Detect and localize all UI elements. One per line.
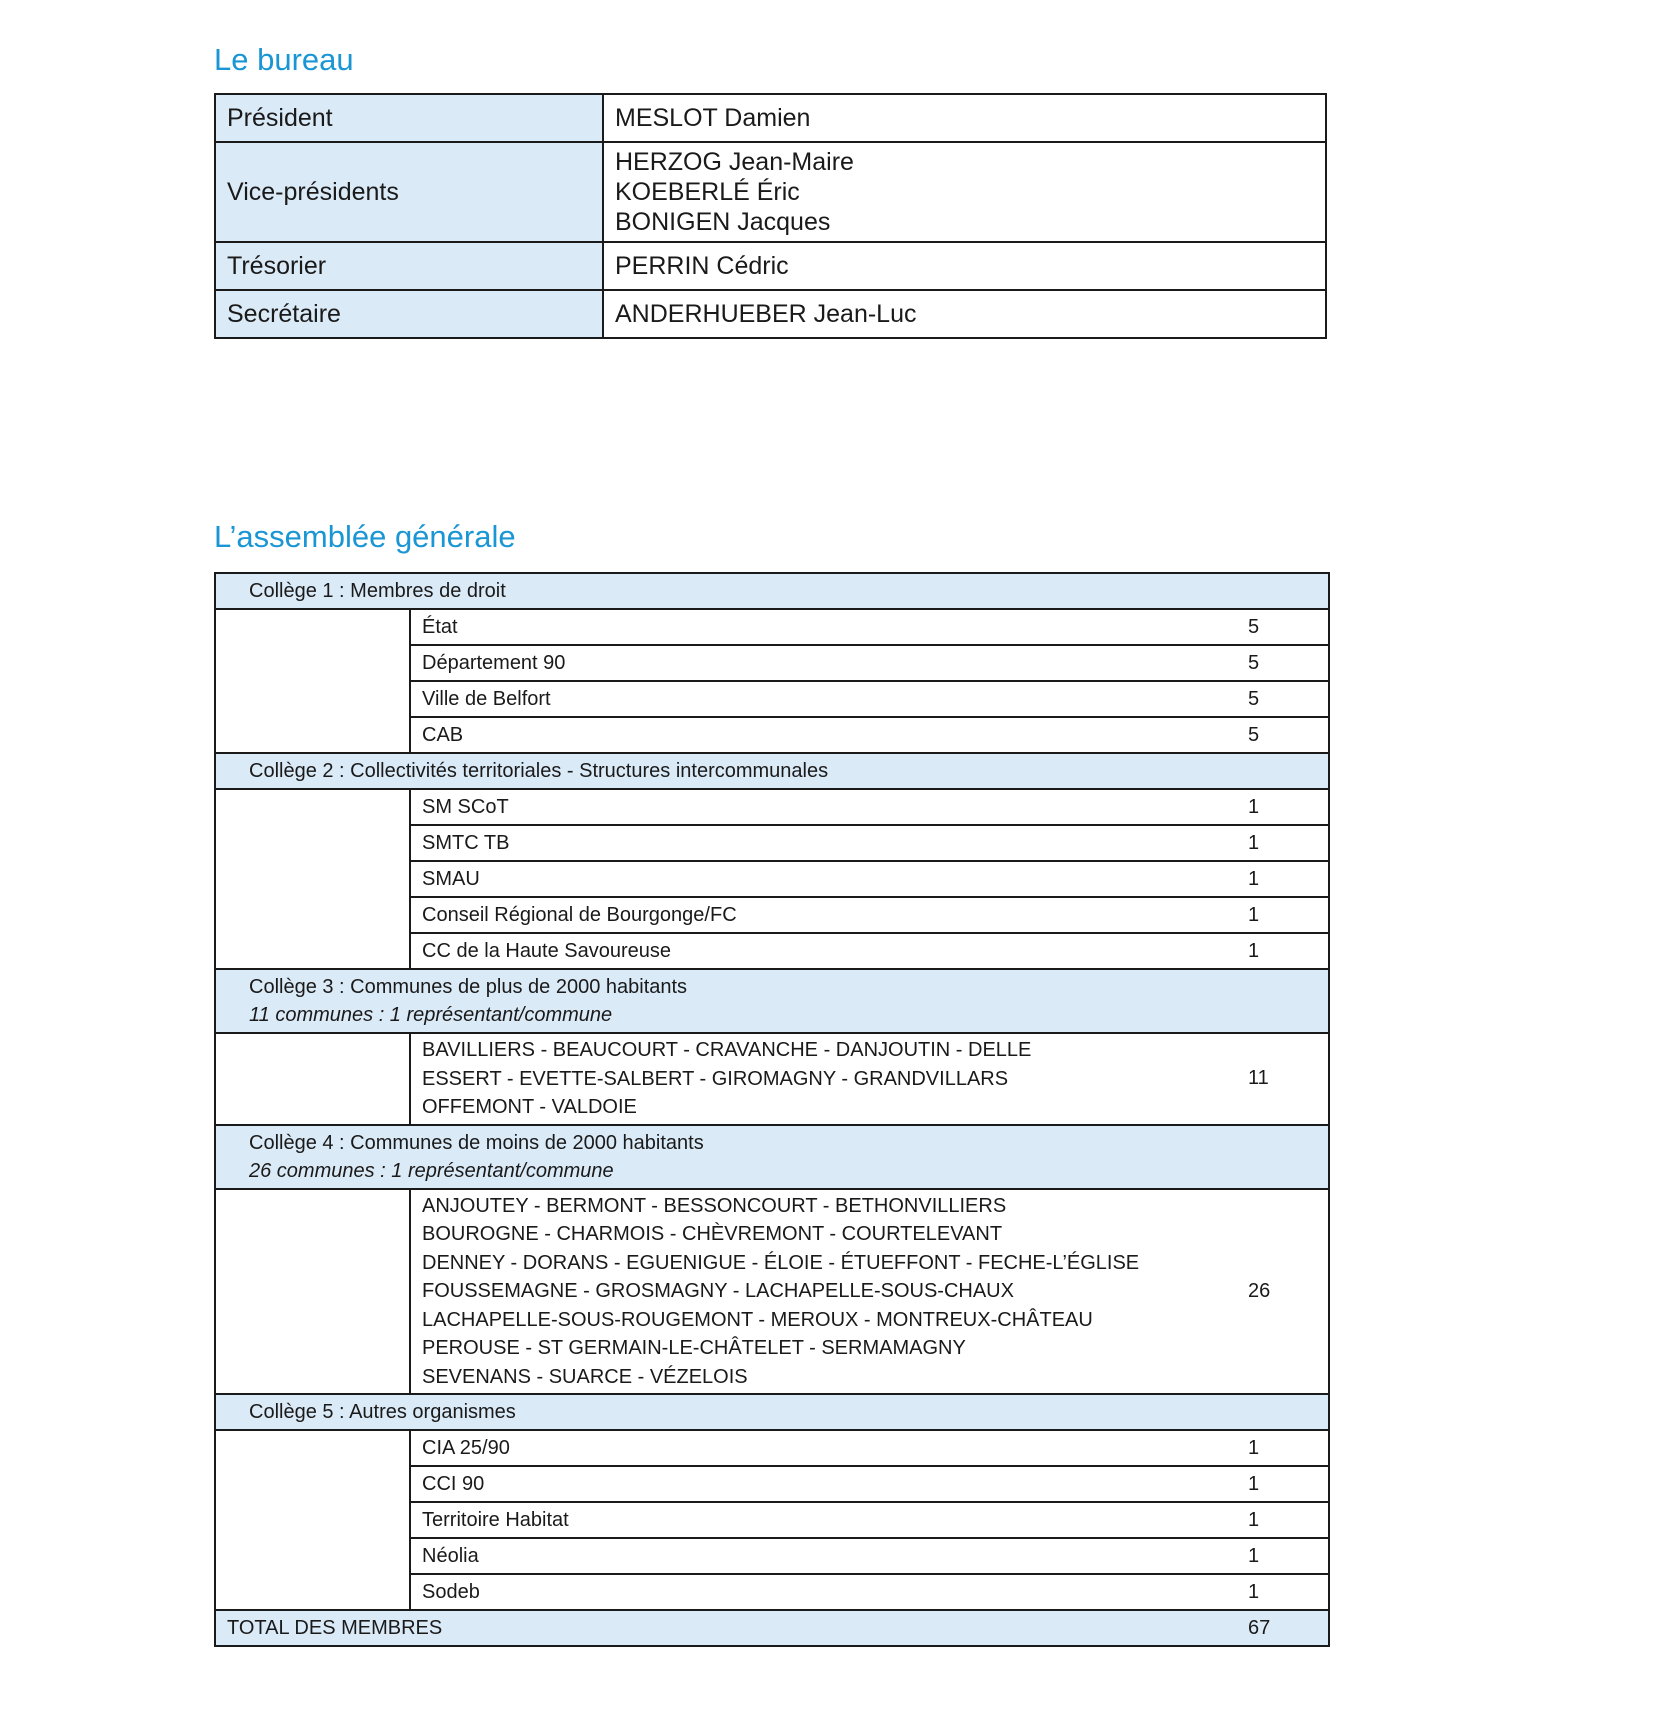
member-name-line: CAB [422, 723, 464, 746]
college-title: Collège 5 : Autres organismes [249, 1400, 516, 1423]
member-name [410, 681, 1248, 717]
total-label: TOTAL DES MEMBRES [215, 1610, 1248, 1646]
member-name-line: CIA 25/90 [422, 1436, 510, 1459]
member-name [410, 897, 1248, 933]
member-count: 1 [1248, 1466, 1329, 1502]
member-name [410, 1466, 1248, 1502]
member-name-line: Territoire Habitat [422, 1508, 569, 1531]
bureau-names [603, 142, 1326, 242]
member-name-line: LACHAPELLE-SOUS-ROUGEMONT - MEROUX - MONTREUX-CHÂTEAU [422, 1308, 1093, 1331]
bureau-member-name: ANDERHUEBER Jean-Luc [615, 300, 917, 328]
member-name-line: DENNEY - DORANS - EGUENIGUE - ÉLOIE - ÉTUEFFONT - FECHE-L’ÉGLISE [422, 1251, 1140, 1274]
college-header [215, 1125, 1329, 1189]
college-header-row [215, 1125, 1329, 1189]
member-name [410, 1033, 1248, 1125]
bureau-role: Vice-présidents [215, 142, 603, 242]
bureau-names [603, 242, 1326, 290]
member-name-line: SEVENANS - SUARCE - VÉZELOIS [422, 1365, 748, 1388]
member-name [410, 933, 1248, 969]
college-subtitle: 26 communes : 1 représentant/commune [249, 1159, 614, 1182]
college-title: Collège 4 : Communes de moins de 2000 habitants [249, 1131, 704, 1154]
total-row [215, 1610, 1329, 1646]
member-count: 1 [1248, 1538, 1329, 1574]
college-title: Collège 1 : Membres de droit [249, 579, 506, 602]
college-header-row [215, 753, 1329, 789]
member-name [410, 1502, 1248, 1538]
college-header [215, 969, 1329, 1033]
member-count: 1 [1248, 897, 1329, 933]
member-count: 1 [1248, 1430, 1329, 1466]
bureau-member-name: PERRIN Cédric [615, 252, 789, 280]
member-count: 11 [1248, 1033, 1329, 1125]
member-count: 1 [1248, 861, 1329, 897]
member-name-line: Sodeb [422, 1580, 480, 1603]
member-row [215, 1430, 1329, 1466]
member-name-line: État [422, 615, 458, 638]
member-name [410, 717, 1248, 753]
member-count: 1 [1248, 1502, 1329, 1538]
college-header-row [215, 969, 1329, 1033]
college-blank-cell [215, 609, 410, 753]
college-header-row [215, 573, 1329, 609]
member-name-line: OFFEMONT - VALDOIE [422, 1096, 637, 1118]
bureau-role: Secrétaire [215, 290, 603, 338]
member-name-line: SMTC TB [422, 831, 510, 854]
bureau-row [215, 142, 1326, 242]
bureau-heading: Le bureau [214, 42, 354, 77]
member-name-line: Néolia [422, 1544, 479, 1567]
member-name [410, 1574, 1248, 1610]
member-name [410, 1189, 1248, 1395]
bureau-names [603, 94, 1326, 142]
college-title: Collège 2 : Collectivités territoriales - Structures intercommunales [249, 759, 829, 782]
member-name-line: SM SCoT [422, 795, 509, 818]
bureau-role: Trésorier [215, 242, 603, 290]
bureau-member-name: MESLOT Damien [615, 104, 811, 132]
member-name [410, 609, 1248, 645]
college-header [215, 1394, 1329, 1430]
member-row [215, 789, 1329, 825]
member-count: 1 [1248, 825, 1329, 861]
member-name [410, 789, 1248, 825]
bureau-names [603, 290, 1326, 338]
bureau-member-name: BONIGEN Jacques [615, 208, 831, 236]
member-count: 5 [1248, 681, 1329, 717]
college-header [215, 573, 1329, 609]
college-header-row [215, 1394, 1329, 1430]
member-name-line: Ville de Belfort [422, 687, 551, 710]
bureau-row [215, 290, 1326, 338]
member-name-line: ESSERT - EVETTE-SALBERT - GIROMAGNY - GRANDVILLARS [422, 1067, 1009, 1090]
member-name-line: FOUSSEMAGNE - GROSMAGNY - LACHAPELLE-SOUS-CHAUX [422, 1280, 1014, 1302]
college-blank-cell [215, 1033, 410, 1125]
member-name [410, 645, 1248, 681]
member-name-line: ANJOUTEY - BERMONT - BESSONCOURT - BETHONVILLIERS [422, 1194, 1007, 1217]
member-count: 5 [1248, 717, 1329, 753]
college-subtitle: 11 communes : 1 représentant/commune [249, 1004, 613, 1026]
total-count: 67 [1248, 1610, 1329, 1646]
member-name-line: PEROUSE - ST GERMAIN-LE-CHÂTELET - SERMAMAGNY [422, 1337, 966, 1359]
member-name [410, 861, 1248, 897]
bureau-role: Président [215, 94, 603, 142]
college-blank-cell [215, 1189, 410, 1395]
member-name-line: BOUROGNE - CHARMOIS - CHÈVREMONT - COURTELEVANT [422, 1223, 1003, 1245]
assembly-heading: L’assemblée générale [214, 519, 516, 554]
member-name-line: Département 90 [422, 651, 566, 674]
member-count: 5 [1248, 645, 1329, 681]
member-count: 1 [1248, 1574, 1329, 1610]
member-name [410, 1538, 1248, 1574]
member-name [410, 825, 1248, 861]
member-count: 26 [1248, 1189, 1329, 1395]
member-row [215, 1033, 1329, 1125]
bureau-row [215, 94, 1326, 142]
member-name-line: CCI 90 [422, 1472, 485, 1495]
member-count: 5 [1248, 609, 1329, 645]
member-name-line: BAVILLIERS - BEAUCOURT - CRAVANCHE - DANJOUTIN - DELLE [422, 1039, 1032, 1061]
college-blank-cell [215, 1430, 410, 1610]
member-row [215, 609, 1329, 645]
bureau-row [215, 242, 1326, 290]
member-name [410, 1430, 1248, 1466]
member-row [215, 1189, 1329, 1395]
bureau-member-name: KOEBERLÉ Éric [615, 178, 800, 206]
bureau-table [214, 93, 1327, 339]
member-name-line: CC de la Haute Savoureuse [422, 939, 672, 962]
member-count: 1 [1248, 789, 1329, 825]
college-title: Collège 3 : Communes de plus de 2000 habitants [249, 976, 688, 998]
college-blank-cell [215, 789, 410, 969]
assembly-table [214, 572, 1330, 1647]
member-name-line: SMAU [422, 867, 480, 890]
member-count: 1 [1248, 933, 1329, 969]
member-name-line: Conseil Régional de Bourgonge/FC [422, 903, 737, 926]
bureau-member-name: HERZOG Jean-Maire [615, 148, 854, 176]
college-header [215, 753, 1329, 789]
